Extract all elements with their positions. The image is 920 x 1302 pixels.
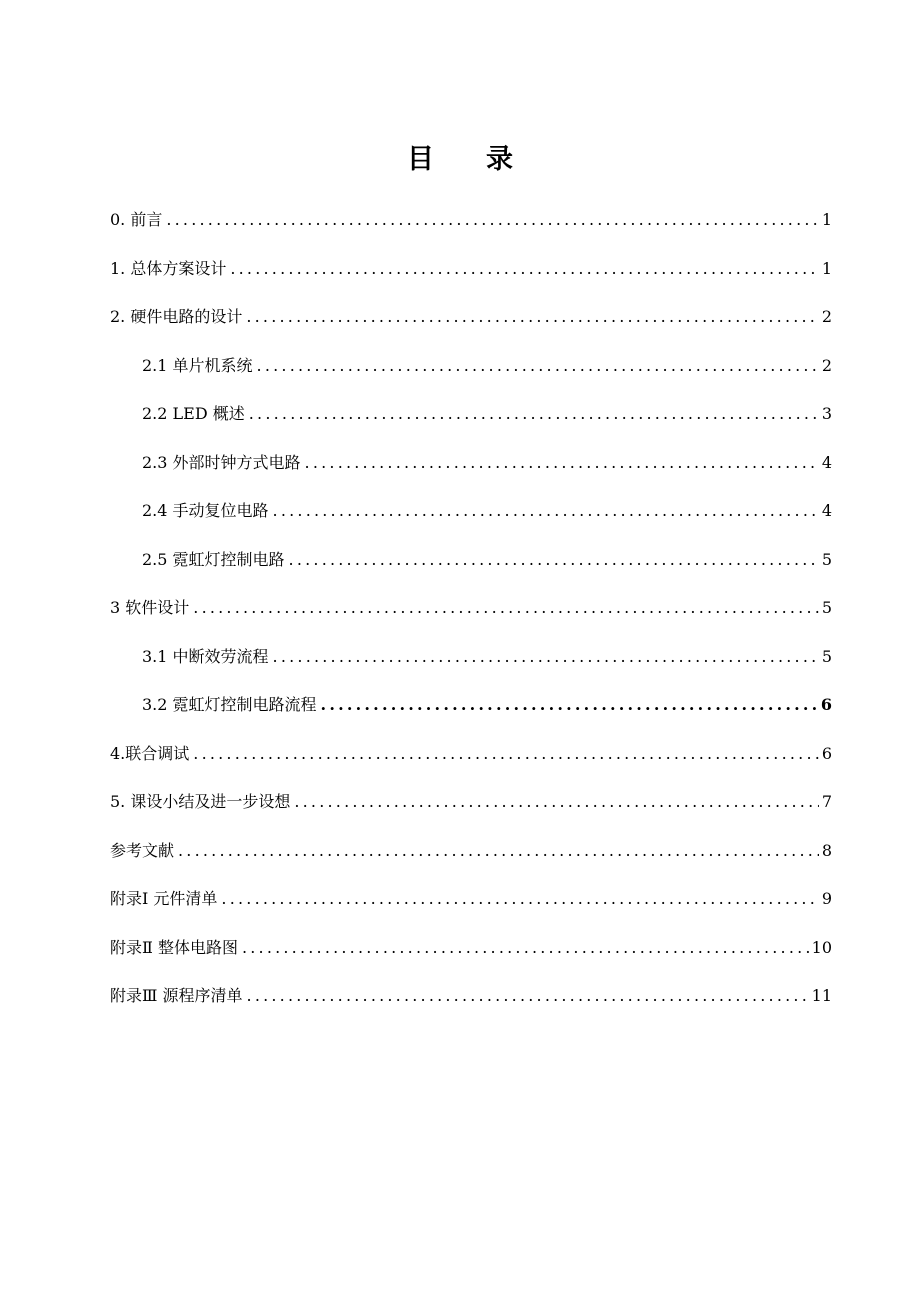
toc-page-number: 5 [821,598,832,617]
toc-leader-dots [221,875,818,924]
toc-entry-appendix-1[interactable] [110,875,832,924]
toc-entry-label: 2.3 外部时钟方式电路 [142,452,301,472]
toc-entry-label: 附录Ⅰ 元件清单 [110,889,218,908]
toc-page-number: 6 [820,695,832,714]
toc-title-left: 目 [407,144,434,175]
toc-entry-references[interactable] [110,827,832,876]
toc-leader-dots [257,342,819,391]
toc-entry-label: 3.2 霓虹灯控制电路流程 [142,695,317,714]
toc-entry-label: 5. 课设小结及进一步设想 [110,792,291,811]
toc-leader-dots [178,827,819,876]
toc-page-number: 7 [821,792,832,811]
toc-leader-dots [273,487,819,536]
toc-entry-overall-design[interactable] [110,245,832,294]
toc-leader-dots [166,196,818,245]
toc-page-number: 5 [821,549,832,569]
toc-entry-neon-control[interactable] [110,536,832,585]
toc-entry-label: 2.5 霓虹灯控制电路 [142,549,285,569]
toc-entry-label: 3 软件设计 [110,598,190,617]
toc-entry-label: 4.联合调试 [110,743,190,763]
toc-leader-dots [249,390,819,439]
toc-leader-dots [193,584,819,633]
toc-leader-dots [294,778,818,827]
toc-entry-label: 1. 总体方案设计 [110,258,227,278]
toc-page-number: 3 [821,404,832,423]
toc-leader-dots [193,730,819,779]
toc-entry-label: 2. 硬件电路的设计 [110,307,243,326]
toc-page-number: 4 [821,452,832,472]
toc-page-number: 2 [821,355,832,375]
toc-page-number: 6 [821,743,832,763]
toc-entry-interrupt-flow[interactable] [110,633,832,682]
toc-entry-joint-debugging[interactable] [110,730,832,779]
toc-entry-summary[interactable] [110,778,832,827]
toc-entry-neon-control-flow[interactable] [110,681,832,730]
toc-entry-mcu-system[interactable] [110,342,832,391]
toc-page-number: 4 [821,501,832,520]
toc-leader-dots [305,439,819,488]
toc-entry-label: 2.1 单片机系统 [142,355,253,375]
toc-page-number: 5 [821,646,832,666]
toc-entry-software-design[interactable] [110,584,832,633]
toc-entry-label: 参考文献 [110,840,175,860]
toc-entry-appendix-3[interactable] [110,972,832,1021]
toc-entry-label: 2.2 LED 概述 [142,404,245,423]
toc-page-number: 2 [821,307,832,326]
toc-title [0,138,920,182]
toc-leader-dots [242,924,809,973]
toc-title-right: 录 [486,144,513,175]
toc-leader-dots [230,245,818,294]
toc-page-number: 1 [821,210,832,229]
toc-entry-appendix-2[interactable] [110,924,832,973]
toc-entry-label: 2.4 手动复位电路 [142,501,269,520]
toc-entry-label: 0. 前言 [110,210,163,229]
toc-page-number: 9 [821,889,832,908]
toc-entry-label: 3.1 中断效劳流程 [142,646,269,666]
toc-entry-label: 附录Ⅱ 整体电路图 [110,937,238,957]
toc-entry-led-overview[interactable] [110,390,832,439]
toc-page-number: 8 [821,840,832,860]
toc-leader-dots [246,293,818,342]
toc-entry-manual-reset[interactable] [110,487,832,536]
toc-entry-label: 附录Ⅲ 源程序清单 [110,986,243,1005]
toc-leader-dots [321,681,818,730]
toc-leader-dots [247,972,809,1021]
toc-page-number: 11 [811,986,832,1005]
toc-list [110,196,832,1021]
toc-entry-hardware-design[interactable] [110,293,832,342]
toc-leader-dots [289,536,819,585]
toc-page-number: 10 [811,937,832,957]
toc-page-number: 1 [821,258,832,278]
toc-entry-preface[interactable] [110,196,832,245]
toc-entry-external-clock[interactable] [110,439,832,488]
toc-leader-dots [273,633,819,682]
